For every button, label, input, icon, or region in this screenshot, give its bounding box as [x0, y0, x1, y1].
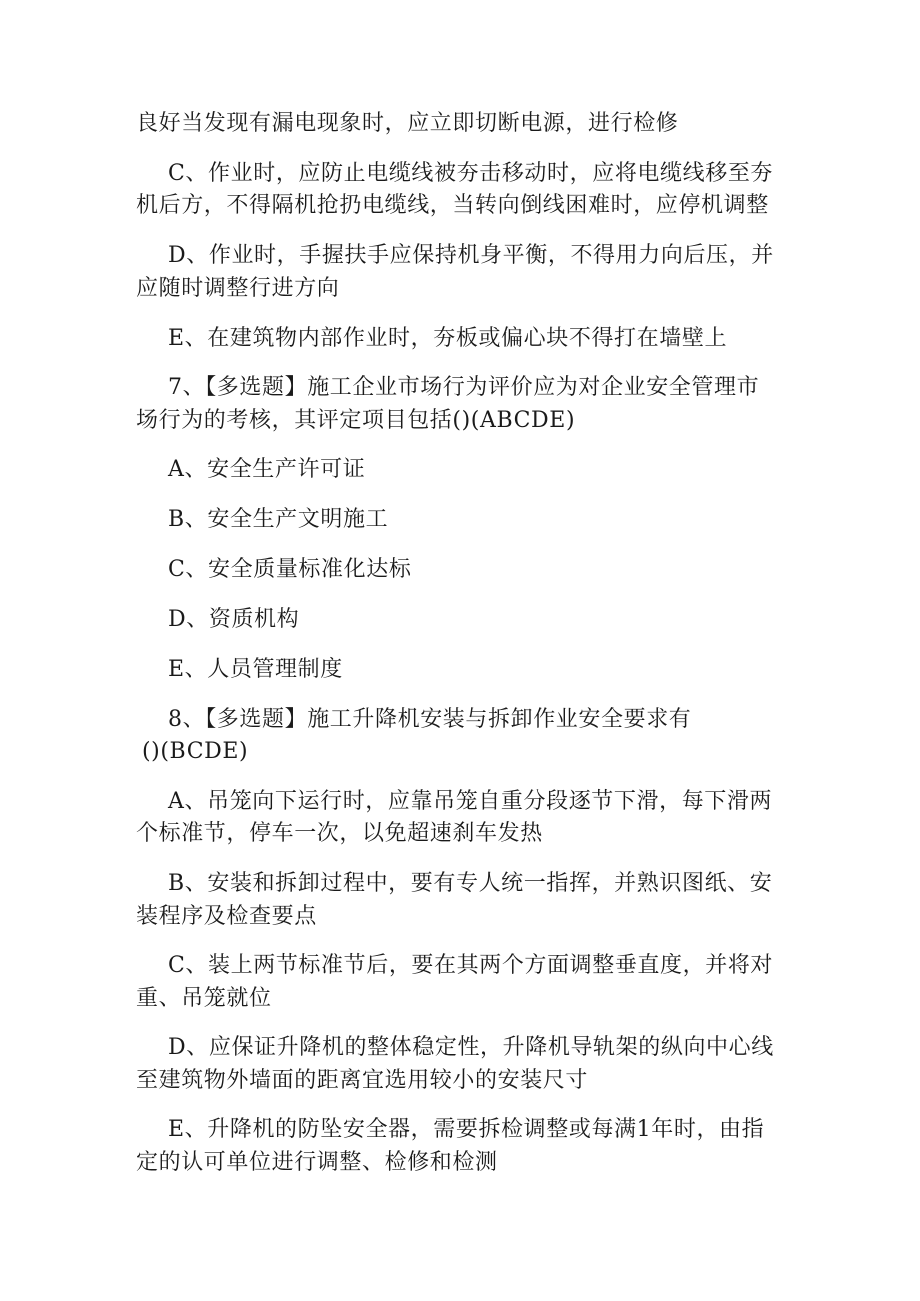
q7-option-a: A、安全生产许可证 [168, 457, 366, 482]
text-line: 个标准节，停车一次，以免超速刹车发热 [136, 821, 543, 846]
q8-option-e: E、升降机的防坠安全器，需要拆检调整或每满1年时，由指 [168, 1117, 765, 1142]
option-e-line: E、在建筑物内部作业时，夯板或偏心块不得打在墙壁上 [168, 326, 728, 351]
q8-option-c: C、装上两节标准节后，要在其两个方面调整垂直度，并将对 [168, 953, 774, 978]
question-8-line: 8、【多选题】施工升降机安装与拆卸作业安全要求有 [168, 707, 692, 732]
q8-option-d: D、应保证升降机的整体稳定性，升降机导轨架的纵向中心线 [168, 1035, 774, 1060]
q8-option-a: A、吊笼向下运行时，应靠吊笼自重分段逐节下滑，每下滑两 [168, 789, 773, 814]
option-d-line: D、作业时，手握扶手应保持机身平衡，不得用力向后压，并 [168, 243, 774, 268]
q7-option-c: C、安全质量标准化达标 [168, 557, 412, 582]
question-7-line-2: 场行为的考核，其评定项目包括()(ABCDE) [136, 408, 576, 433]
text-line: 良好当发现有漏电现象时，应立即切断电源，进行检修 [136, 111, 679, 136]
question-8-line-2: ()(BCDE) [142, 739, 249, 764]
text-line: 重、吊笼就位 [136, 986, 272, 1011]
q8-option-b: B、安装和拆卸过程中，要有专人统一指挥，并熟识图纸、安 [168, 871, 773, 896]
text-line: 定的认可单位进行调整、检修和检测 [136, 1150, 498, 1175]
q7-option-e: E、人员管理制度 [168, 657, 343, 682]
q7-option-d: D、资质机构 [168, 607, 300, 632]
q7-option-b: B、安全生产文明施工 [168, 507, 389, 532]
text-line: 应随时调整行进方向 [136, 276, 340, 301]
option-c-line: C、作业时，应防止电缆线被夯击移动时，应将电缆线移至夯 [168, 161, 774, 186]
text-line: 装程序及检查要点 [136, 904, 317, 929]
question-7-line: 7、【多选题】施工企业市场行为评价应为对企业安全管理市 [168, 375, 760, 400]
text-line: 至建筑物外墙面的距离宜选用较小的安装尺寸 [136, 1068, 589, 1093]
text-line: 机后方，不得隔机抢扔电缆线，当转向倒线困难时，应停机调整 [136, 193, 769, 218]
